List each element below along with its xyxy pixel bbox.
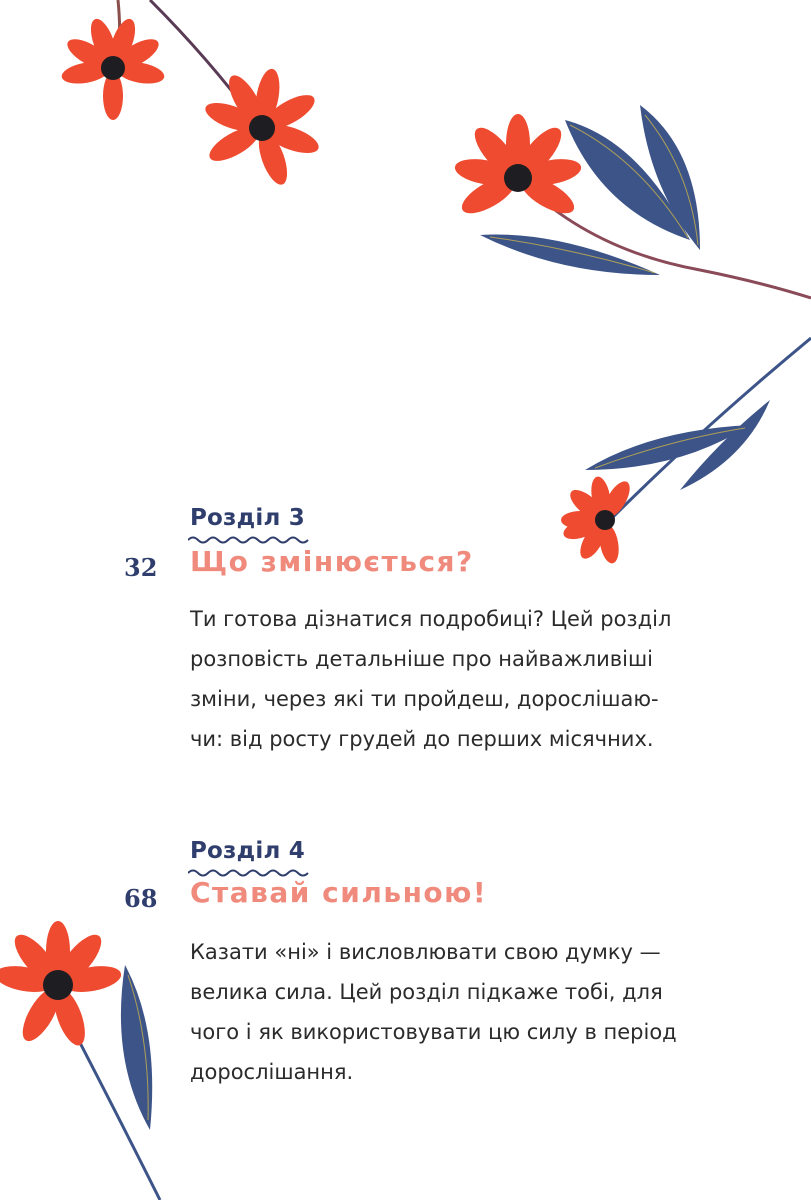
flower-stem [116, 0, 120, 70]
chapter-title: Ставай сильною! [190, 876, 488, 909]
chapter-title: Що змінюється? [190, 545, 474, 578]
text-line: Ти готова дізнатися подробиці? Цей розділ [190, 607, 672, 631]
flower [0, 921, 123, 1049]
text-line: Казати «ні» і висловлювати свою думку — [190, 940, 661, 964]
flower [202, 67, 322, 188]
page-number: 68 [124, 884, 158, 913]
chapter-description [190, 932, 770, 1092]
flower-stem [520, 180, 811, 298]
page-number: 32 [124, 553, 158, 582]
flower [561, 475, 635, 565]
chapter-label: Розділ 4 [190, 838, 305, 864]
text-line: чого і як використовувати цю силу в період [190, 1020, 677, 1044]
text-line: розповість детальніше про найважливіші [190, 647, 654, 671]
flower [453, 114, 583, 220]
text-line: чи: від росту грудей до перших місячних. [190, 727, 654, 751]
chapter-description [190, 599, 770, 759]
flower-stem [150, 0, 258, 125]
text-line: дорослішання. [190, 1060, 354, 1084]
flower [60, 16, 166, 120]
text-line: велика сила. Цей розділ підкаже тобі, для [190, 980, 663, 1004]
flower-stem [50, 985, 160, 1200]
chapter-label: Розділ 3 [190, 505, 305, 531]
flower-stem [610, 338, 811, 520]
text-line: зміни, через які ти пройдеш, дорослішаю- [190, 687, 659, 711]
wavy-underline [188, 535, 312, 545]
